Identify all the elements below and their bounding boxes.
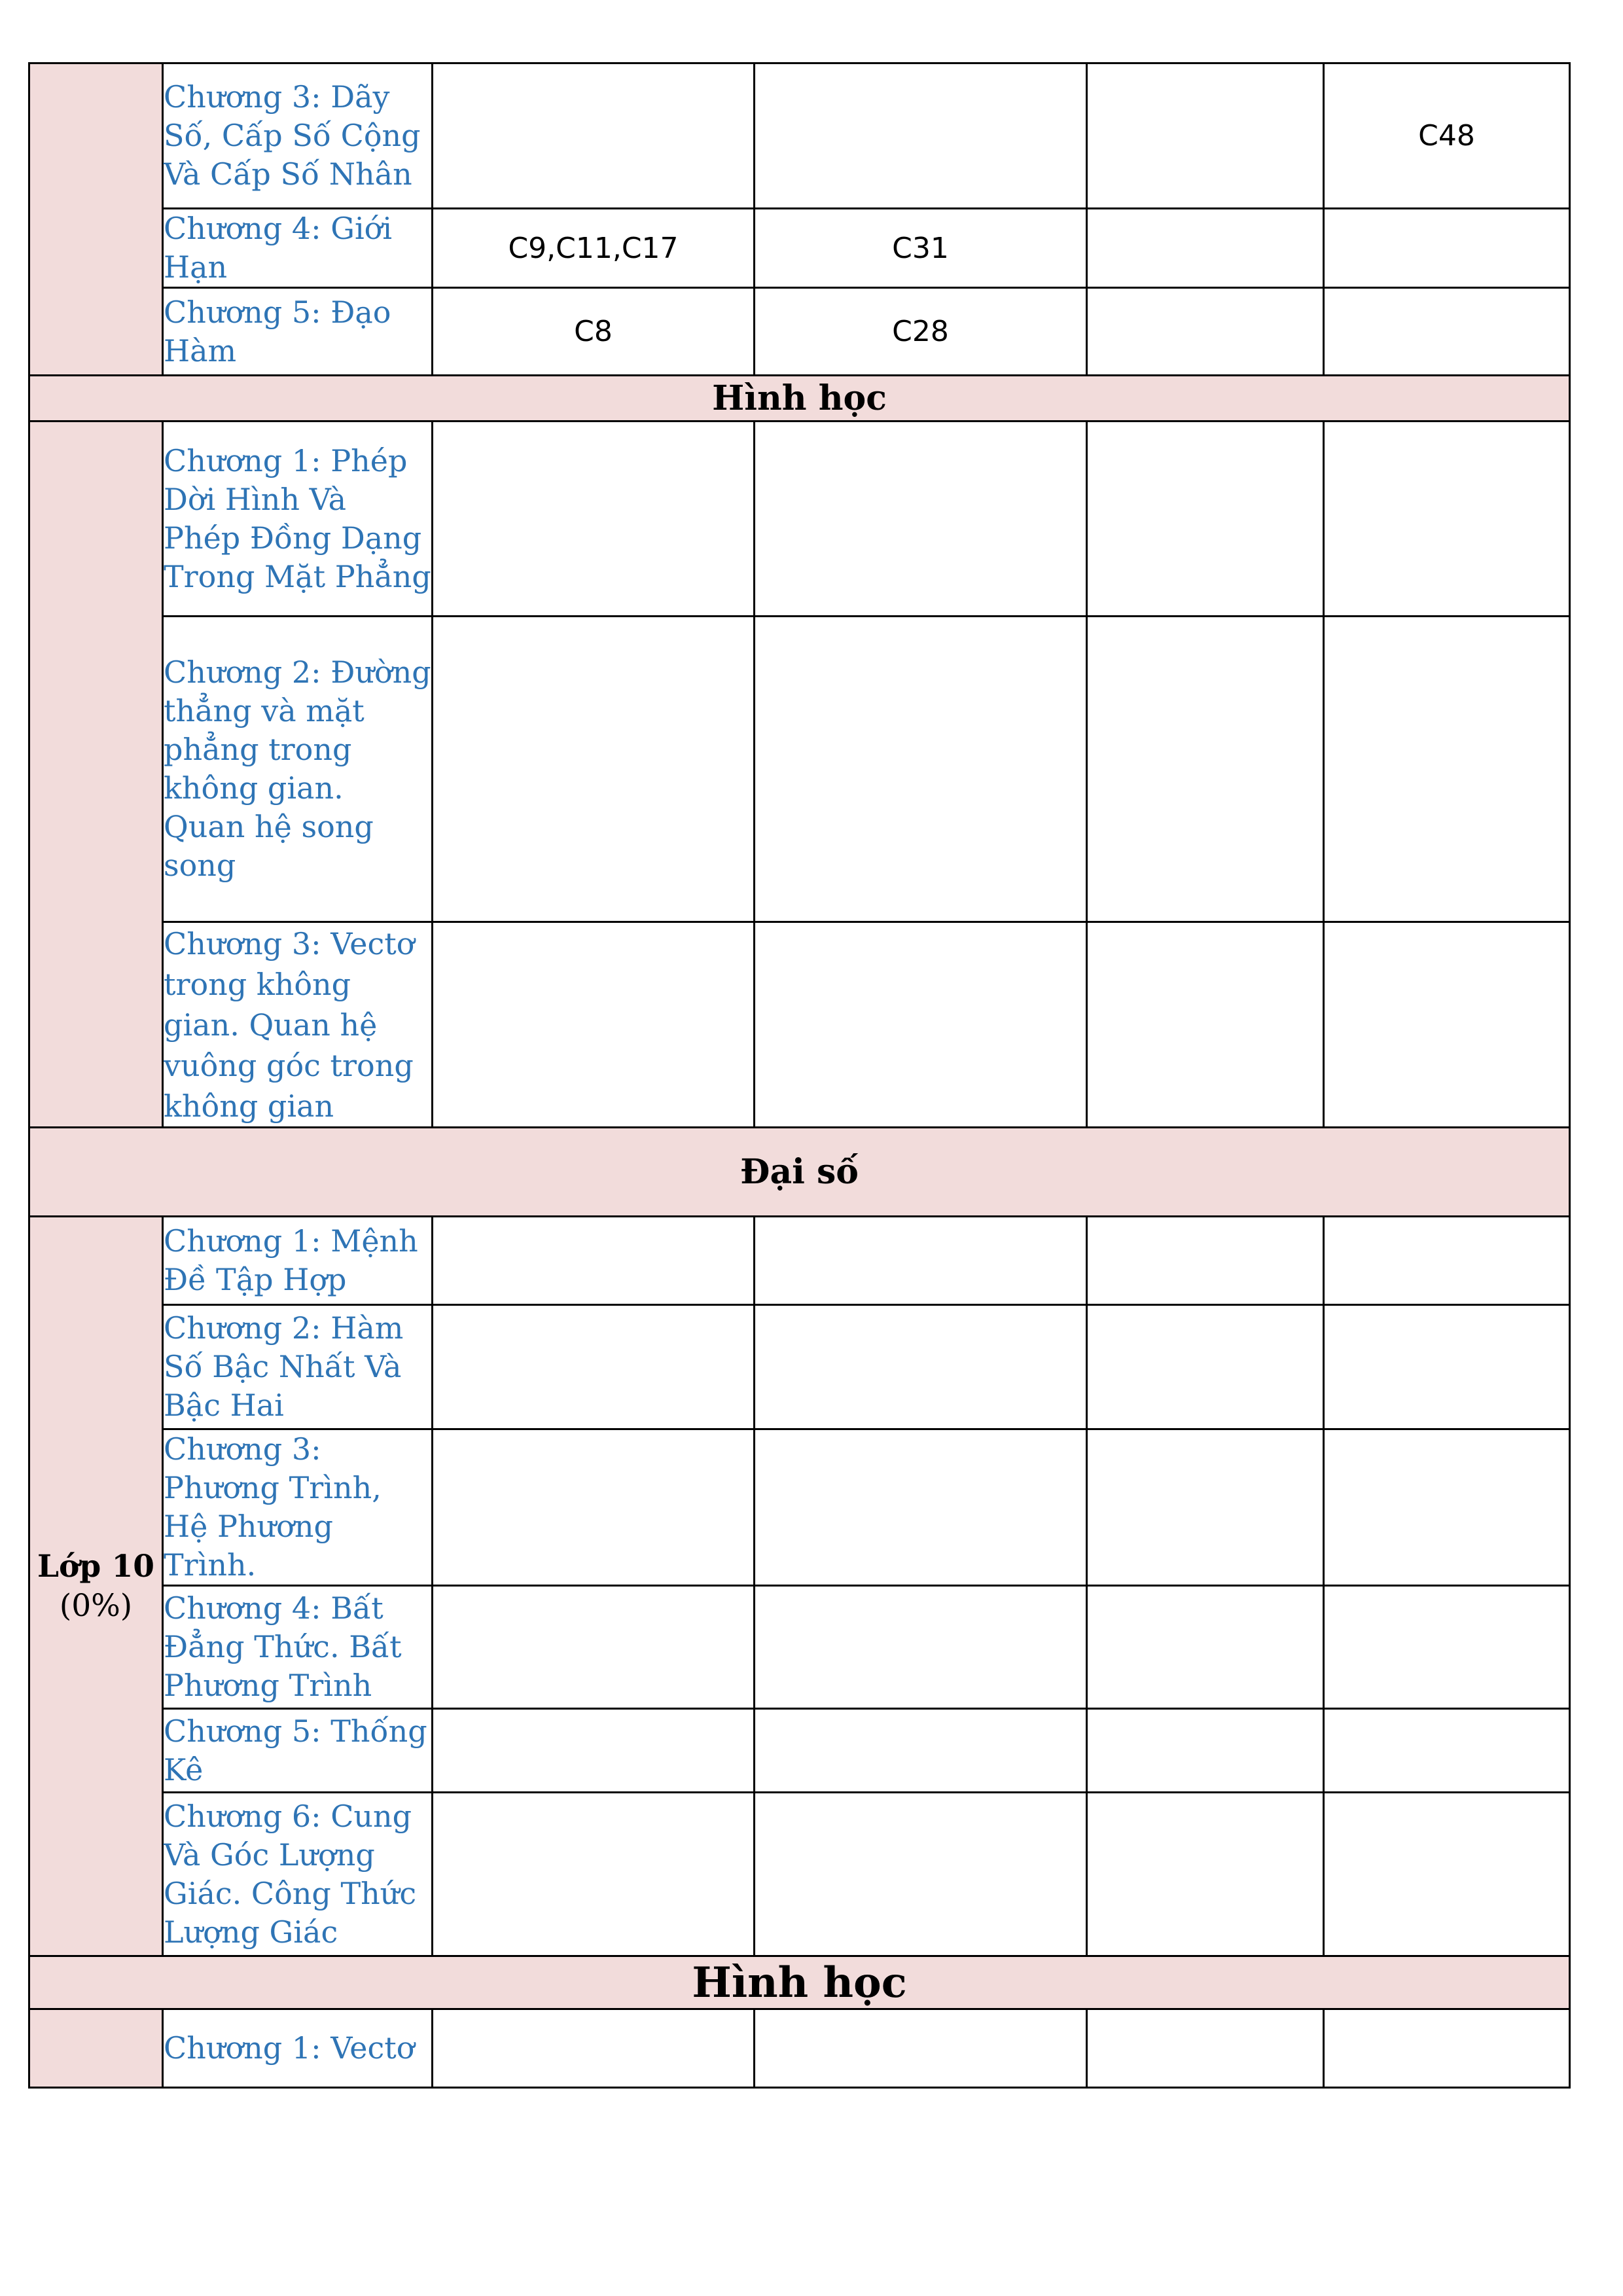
group-cell-hinh-hoc — [29, 422, 163, 1128]
value-cell — [433, 1793, 755, 1956]
value-cell — [1087, 1709, 1324, 1793]
value-cell — [1324, 1217, 1570, 1305]
value-cell — [1324, 617, 1570, 922]
value-cell — [1087, 1586, 1324, 1709]
value-cell: C9,C11,C17 — [433, 209, 755, 288]
value-cell — [1087, 209, 1324, 288]
value-cell — [755, 1586, 1087, 1709]
value-cell — [1324, 288, 1570, 376]
value-cell — [1324, 1305, 1570, 1429]
value-cell — [1324, 1429, 1570, 1586]
value-cell — [755, 1709, 1087, 1793]
value-cell — [755, 1429, 1087, 1586]
value-cell — [433, 2009, 755, 2088]
value-cell — [1087, 1217, 1324, 1305]
chapter-label: Chương 3: Phương Trình, Hệ Phương Trình. — [163, 1429, 433, 1586]
table-row — [29, 922, 1570, 1128]
value-cell — [433, 422, 755, 617]
value-cell — [433, 1709, 755, 1793]
group-cell-hinh-hoc-10 — [29, 2009, 163, 2088]
value-cell — [1324, 2009, 1570, 2088]
value-cell — [755, 922, 1087, 1128]
value-cell — [1324, 1709, 1570, 1793]
value-cell — [755, 1305, 1087, 1429]
table-row — [29, 63, 1570, 209]
value-cell — [1324, 422, 1570, 617]
group-percent: (0%) — [59, 1587, 133, 1624]
value-cell — [433, 1217, 755, 1305]
chapter-label: Chương 2: Đường thẳng và mặt phẳng trong không gian. Quan hệ song song — [163, 617, 433, 922]
chapter-label: Chương 4: Giới Hạn — [163, 209, 433, 288]
value-cell — [1087, 2009, 1324, 2088]
table-row — [29, 2009, 1570, 2088]
table-row — [29, 1217, 1570, 1305]
chapter-label: Chương 1: Vectơ — [163, 2009, 433, 2088]
chapter-label: Chương 6: Cung Và Góc Lượng Giác. Công Thức Lượng Giác — [163, 1793, 433, 1956]
group-cell-lop-10 — [29, 1217, 163, 1956]
value-cell — [433, 922, 755, 1128]
value-cell — [1087, 617, 1324, 922]
table-row — [29, 1305, 1570, 1429]
section-row — [29, 376, 1570, 422]
group-cell-continued — [29, 63, 163, 376]
value-cell — [1324, 922, 1570, 1128]
value-cell — [433, 1429, 755, 1586]
value-cell — [1324, 1793, 1570, 1956]
value-cell — [1087, 288, 1324, 376]
table-row — [29, 1709, 1570, 1793]
section-title-dai-so: Đại số — [29, 1128, 1570, 1217]
table-row — [29, 288, 1570, 376]
value-cell — [433, 617, 755, 922]
exam-matrix-table — [28, 62, 1571, 2089]
value-cell — [1087, 1429, 1324, 1586]
chapter-label: Chương 1: Mệnh Đề Tập Hợp — [163, 1217, 433, 1305]
value-cell: C31 — [755, 209, 1087, 288]
value-cell: C48 — [1324, 63, 1570, 209]
value-cell — [755, 617, 1087, 922]
table-row — [29, 617, 1570, 922]
table-row — [29, 1793, 1570, 1956]
value-cell — [755, 1217, 1087, 1305]
value-cell — [755, 63, 1087, 209]
value-cell — [1087, 922, 1324, 1128]
section-title-hinh-hoc: Hình học — [29, 1956, 1570, 2009]
chapter-label: Chương 2: Hàm Số Bậc Nhất Và Bậc Hai — [163, 1305, 433, 1429]
chapter-label: Chương 5: Thống Kê — [163, 1709, 433, 1793]
table-row — [29, 1429, 1570, 1586]
table-row — [29, 1586, 1570, 1709]
value-cell — [755, 2009, 1087, 2088]
value-cell: C8 — [433, 288, 755, 376]
table-row — [29, 422, 1570, 617]
value-cell — [433, 1586, 755, 1709]
value-cell — [1324, 1586, 1570, 1709]
group-title: Lớp 10 — [37, 1548, 155, 1585]
value-cell — [755, 1793, 1087, 1956]
value-cell — [1087, 422, 1324, 617]
value-cell — [433, 1305, 755, 1429]
value-cell — [1324, 209, 1570, 288]
chapter-label: Chương 3: Dãy Số, Cấp Số Cộng Và Cấp Số Nhân — [163, 63, 433, 209]
section-row — [29, 1128, 1570, 1217]
chapter-label: Chương 3: Vectơ trong không gian. Quan hệ vuông góc trong không gian — [163, 922, 433, 1128]
chapter-label: Chương 1: Phép Dời Hình Và Phép Đồng Dạng Trong Mặt Phẳng — [163, 422, 433, 617]
value-cell — [1087, 63, 1324, 209]
value-cell: C28 — [755, 288, 1087, 376]
table-row — [29, 209, 1570, 288]
section-title-hinh-hoc: Hình học — [29, 376, 1570, 422]
value-cell — [755, 422, 1087, 617]
value-cell — [433, 63, 755, 209]
chapter-label: Chương 5: Đạo Hàm — [163, 288, 433, 376]
chapter-label: Chương 4: Bất Đẳng Thức. Bất Phương Trình — [163, 1586, 433, 1709]
section-row — [29, 1956, 1570, 2009]
value-cell — [1087, 1305, 1324, 1429]
value-cell — [1087, 1793, 1324, 1956]
